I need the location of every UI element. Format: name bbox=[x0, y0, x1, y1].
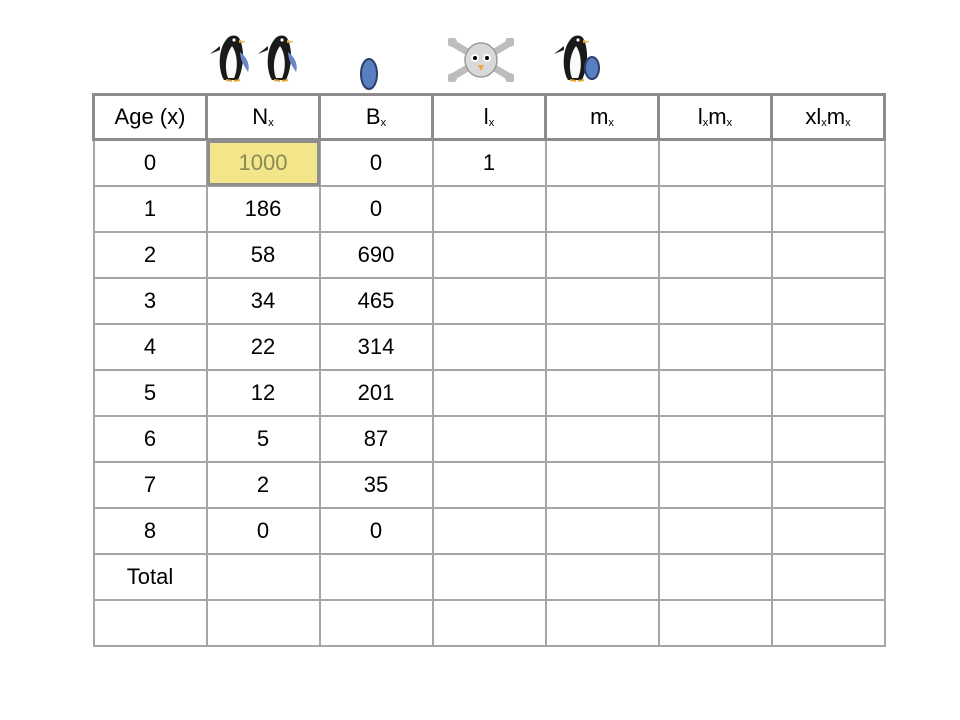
cell-bx: 0 bbox=[320, 508, 433, 554]
table-row bbox=[94, 554, 885, 600]
header-lx: $l_x$ bbox=[433, 95, 546, 140]
cell-lx bbox=[433, 554, 546, 600]
cell-lx bbox=[433, 462, 546, 508]
cell-mx bbox=[546, 324, 659, 370]
table-row bbox=[94, 370, 885, 416]
cell-age: 5 bbox=[94, 370, 207, 416]
cell-nx: 0 bbox=[207, 508, 320, 554]
cell-age: 6 bbox=[94, 416, 207, 462]
cell-xlxmx bbox=[772, 186, 885, 232]
header-lxmx: $l_xm_x$ bbox=[659, 95, 772, 140]
cell-age: 1 bbox=[94, 186, 207, 232]
cell-lxmx bbox=[659, 554, 772, 600]
life-table bbox=[92, 93, 886, 647]
table-row bbox=[94, 232, 885, 278]
cell-xlxmx bbox=[772, 232, 885, 278]
cell-bx bbox=[320, 554, 433, 600]
cell-mx bbox=[546, 140, 659, 187]
header-mx: $m_x$ bbox=[546, 95, 659, 140]
cell-nx bbox=[207, 554, 320, 600]
cell-xlxmx bbox=[772, 508, 885, 554]
cell-bx: 690 bbox=[320, 232, 433, 278]
table-row bbox=[94, 140, 885, 187]
table-body bbox=[94, 140, 885, 647]
cell-mx bbox=[546, 416, 659, 462]
table-row bbox=[94, 508, 885, 554]
cell-bx: 0 bbox=[320, 140, 433, 187]
cell-mx bbox=[546, 186, 659, 232]
cell-nx: 2 bbox=[207, 462, 320, 508]
table-row bbox=[94, 600, 885, 646]
cell-mx bbox=[546, 232, 659, 278]
cell-lxmx bbox=[659, 324, 772, 370]
penguin-with-egg-icon bbox=[550, 30, 606, 82]
cell-nx: 12 bbox=[207, 370, 320, 416]
cell-age: 2 bbox=[94, 232, 207, 278]
cell-lx bbox=[433, 278, 546, 324]
header-bx: $B_x$ bbox=[320, 95, 433, 140]
cell-nx: 22 bbox=[207, 324, 320, 370]
cell-lxmx bbox=[659, 416, 772, 462]
cell-xlxmx bbox=[772, 554, 885, 600]
cell-xlxmx bbox=[772, 600, 885, 646]
cell-age: 3 bbox=[94, 278, 207, 324]
cell-bx: 0 bbox=[320, 186, 433, 232]
cell-bx: 465 bbox=[320, 278, 433, 324]
header-row bbox=[94, 95, 885, 140]
cell-lxmx bbox=[659, 370, 772, 416]
cell-age: 7 bbox=[94, 462, 207, 508]
cell-xlxmx bbox=[772, 370, 885, 416]
cell-lx: 1 bbox=[433, 140, 546, 187]
cell-lx bbox=[433, 416, 546, 462]
cell-nx: 1000 bbox=[207, 140, 320, 187]
cell-nx: 34 bbox=[207, 278, 320, 324]
cell-lxmx bbox=[659, 600, 772, 646]
cell-lx bbox=[433, 370, 546, 416]
cell-age: Total bbox=[94, 554, 207, 600]
cell-bx: 201 bbox=[320, 370, 433, 416]
cell-bx: 35 bbox=[320, 462, 433, 508]
cell-mx bbox=[546, 600, 659, 646]
cell-nx: 58 bbox=[207, 232, 320, 278]
cell-mx bbox=[546, 370, 659, 416]
cell-bx bbox=[320, 600, 433, 646]
cell-lx bbox=[433, 324, 546, 370]
cell-lxmx bbox=[659, 462, 772, 508]
cell-lxmx bbox=[659, 140, 772, 187]
egg-icon bbox=[358, 56, 380, 92]
cell-lx bbox=[433, 232, 546, 278]
cell-xlxmx bbox=[772, 416, 885, 462]
cell-lxmx bbox=[659, 508, 772, 554]
penguin-icon bbox=[206, 30, 256, 82]
cell-bx: 87 bbox=[320, 416, 433, 462]
cell-bx: 314 bbox=[320, 324, 433, 370]
table-row bbox=[94, 324, 885, 370]
cell-lx bbox=[433, 600, 546, 646]
cell-age: 0 bbox=[94, 140, 207, 187]
cell-nx: 186 bbox=[207, 186, 320, 232]
cell-age bbox=[94, 600, 207, 646]
header-age: Age (x) bbox=[94, 95, 207, 140]
cell-mx bbox=[546, 278, 659, 324]
header-xlxmx: $xl_xm_x$ bbox=[772, 95, 885, 140]
cell-lx bbox=[433, 508, 546, 554]
table-row bbox=[94, 278, 885, 324]
cell-xlxmx bbox=[772, 140, 885, 187]
cell-lxmx bbox=[659, 232, 772, 278]
cell-lxmx bbox=[659, 278, 772, 324]
cell-xlxmx bbox=[772, 462, 885, 508]
table-row bbox=[94, 186, 885, 232]
cell-age: 8 bbox=[94, 508, 207, 554]
cell-xlxmx bbox=[772, 278, 885, 324]
cell-mx bbox=[546, 462, 659, 508]
cell-mx bbox=[546, 508, 659, 554]
cell-nx: 5 bbox=[207, 416, 320, 462]
table-row bbox=[94, 462, 885, 508]
table-row bbox=[94, 416, 885, 462]
cell-xlxmx bbox=[772, 324, 885, 370]
cell-mx bbox=[546, 554, 659, 600]
cell-lxmx bbox=[659, 186, 772, 232]
header-nx: $N_x$ bbox=[207, 95, 320, 140]
cell-age: 4 bbox=[94, 324, 207, 370]
cell-lx bbox=[433, 186, 546, 232]
skull-crossbones-penguin-icon bbox=[448, 38, 514, 82]
penguin-icon bbox=[254, 30, 304, 82]
cell-nx bbox=[207, 600, 320, 646]
